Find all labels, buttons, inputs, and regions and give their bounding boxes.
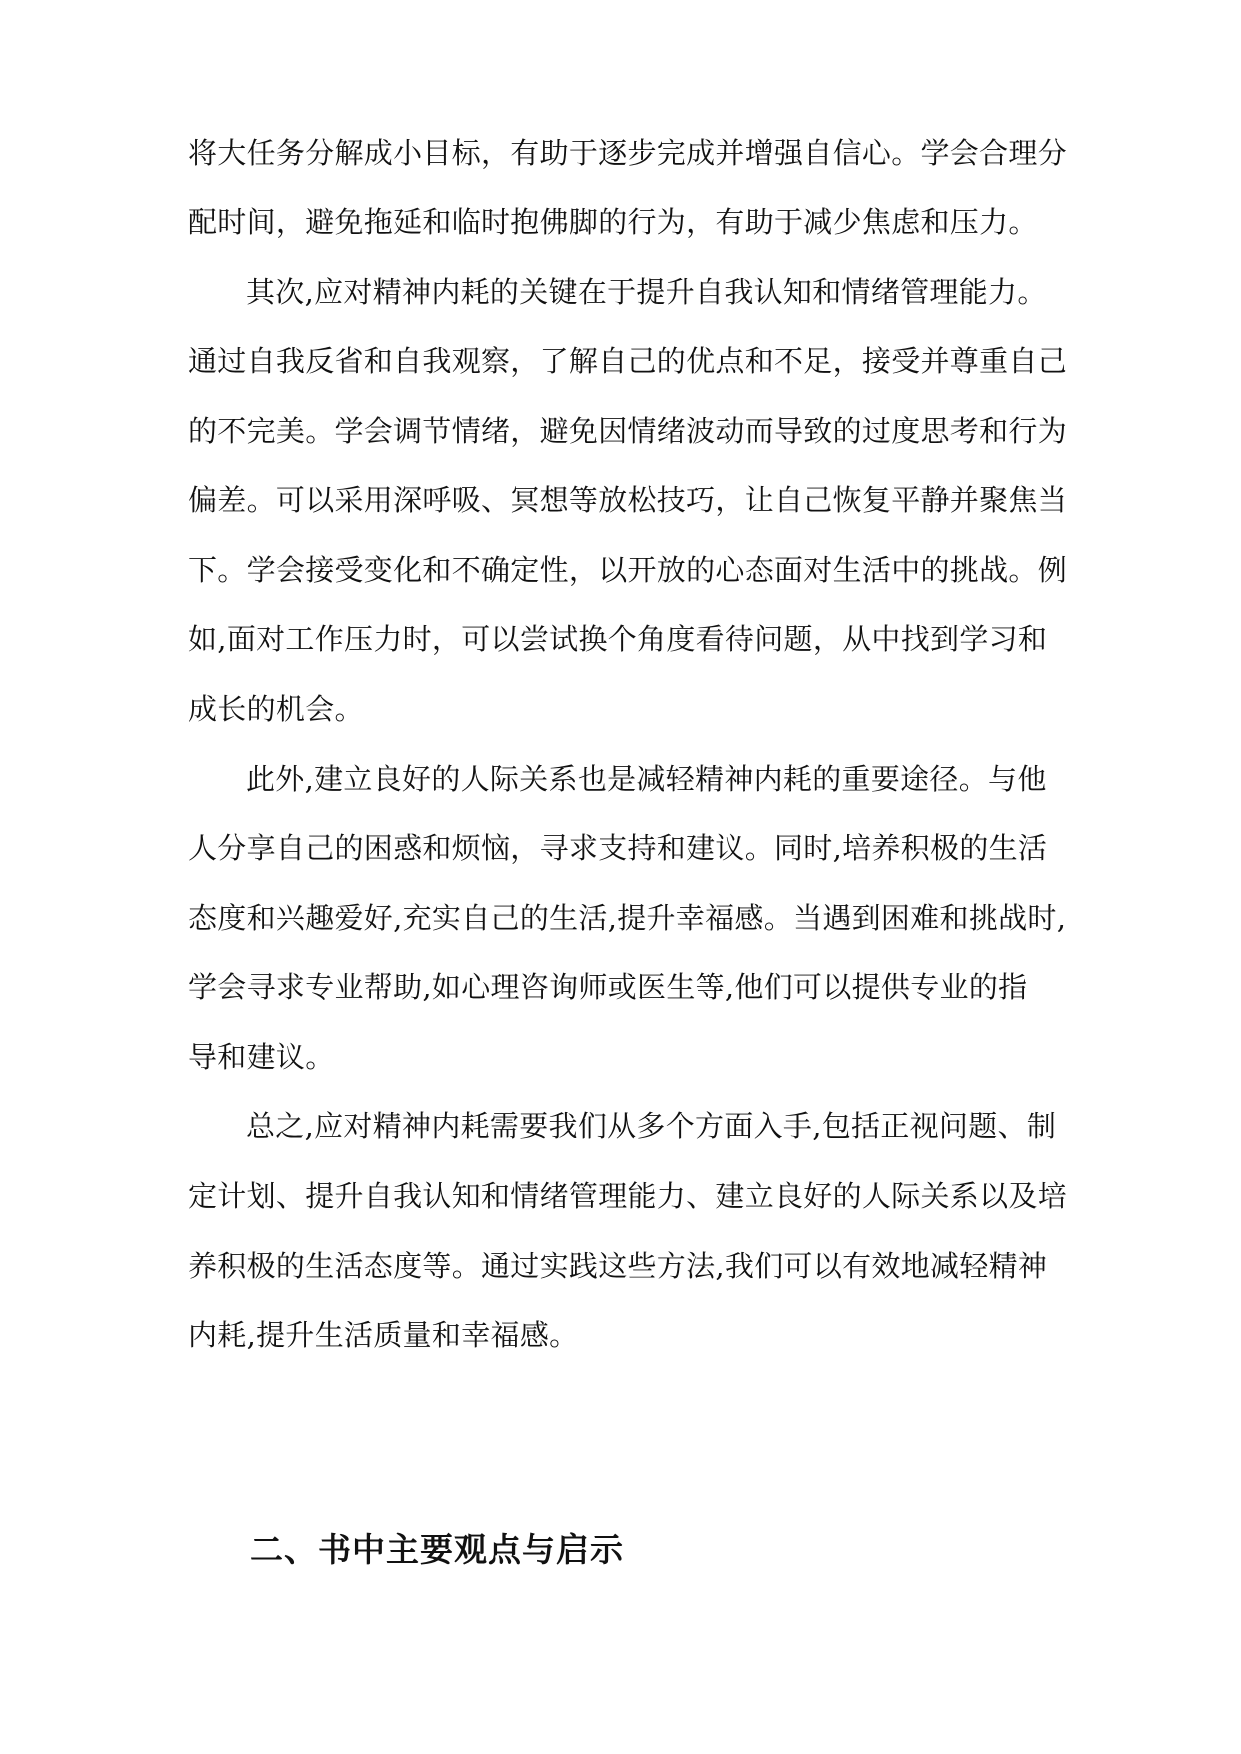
paragraph-3-line-1: 此外,建立良好的人际关系也是减轻精神内耗的重要途径。与他 <box>246 762 1047 796</box>
paragraph-2-line-2: 通过自我反省和自我观察，了解自己的优点和不足，接受并尊重自己 <box>188 344 1068 378</box>
paragraph-2-line-3: 的不完美。学会调节情绪，避免因情绪波动而导致的过度思考和行为 <box>188 414 1068 448</box>
paragraph-4-line-3: 养积极的生活态度等。通过实践这些方法,我们可以有效地减轻精神 <box>188 1249 1048 1283</box>
paragraph-1-line-1: 将大任务分解成小目标，有助于逐步完成并增强自信心。学会合理分 <box>188 136 1068 170</box>
paragraph-4-line-4: 内耗,提升生活质量和幸福感。 <box>188 1318 579 1352</box>
paragraph-3-line-2: 人分享自己的困惑和烦恼，寻求支持和建议。同时,培养积极的生活 <box>188 831 1048 865</box>
paragraph-2-line-4: 偏差。可以采用深呼吸、冥想等放松技巧，让自己恢复平静并聚焦当 <box>188 483 1068 517</box>
paragraph-3-line-3: 态度和兴趣爱好,充实自己的生活,提升幸福感。当遇到困难和挑战时, <box>188 901 1067 935</box>
paragraph-4-line-2: 定计划、提升自我认知和情绪管理能力、建立良好的人际关系以及培 <box>188 1179 1068 1213</box>
paragraph-2-line-6: 如,面对工作压力时，可以尝试换个角度看待问题，从中找到学习和 <box>188 622 1048 656</box>
paragraph-2-line-5: 下。学会接受变化和不确定性，以开放的心态面对生活中的挑战。例 <box>188 553 1068 587</box>
paragraph-2-line-7: 成长的机会。 <box>188 692 364 726</box>
paragraph-2-line-1: 其次,应对精神内耗的关键在于提升自我认知和情绪管理能力。 <box>246 275 1047 309</box>
paragraph-1-line-2: 配时间，避免拖延和临时抱佛脚的行为，有助于减少焦虑和压力。 <box>188 205 1038 239</box>
section-heading: 二、书中主要观点与启示 <box>250 1530 624 1569</box>
paragraph-3-line-4: 学会寻求专业帮助,如心理咨询师或医生等,他们可以提供专业的指 <box>188 970 1028 1004</box>
paragraph-4-line-1: 总之,应对精神内耗需要我们从多个方面入手,包括正视问题、制 <box>246 1109 1057 1143</box>
paragraph-3-line-5: 导和建议。 <box>188 1040 335 1074</box>
